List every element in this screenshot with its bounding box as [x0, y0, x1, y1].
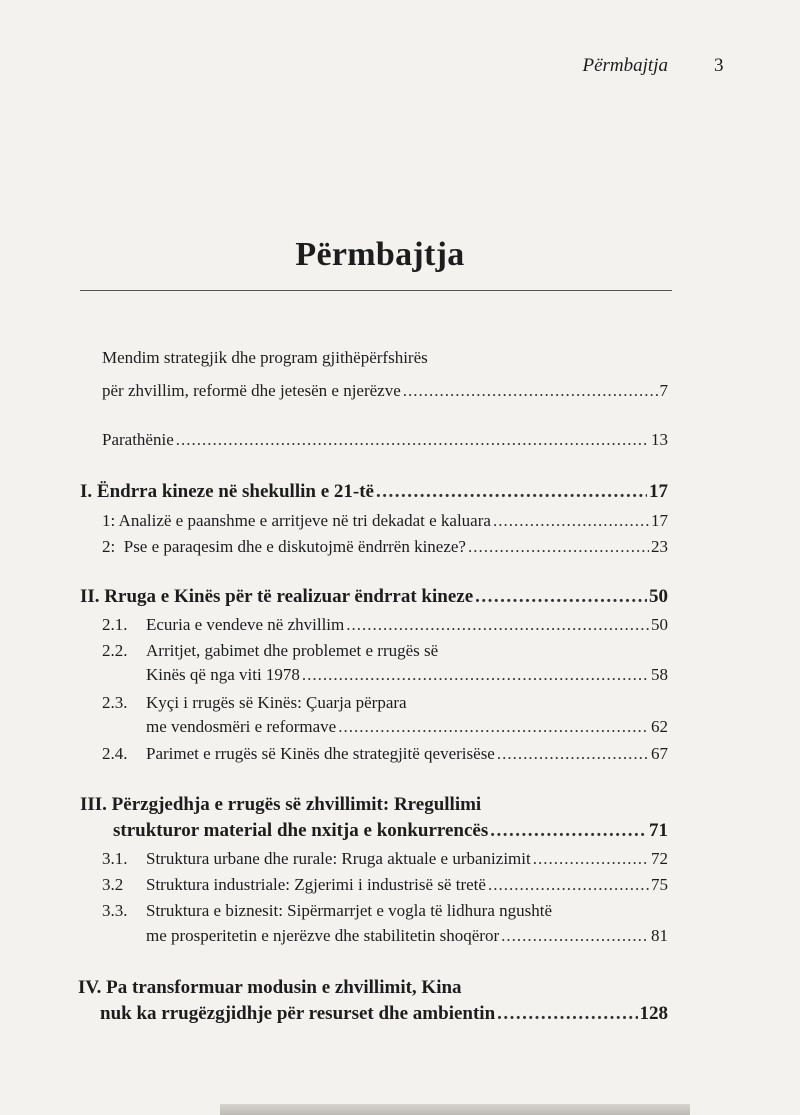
leader-dots: [376, 480, 647, 504]
toc-entry-2-3-line2[interactable]: me vendosmëri e reformave ..... 62: [146, 716, 668, 738]
toc-entry-2-3-line1[interactable]: 2.3. Kyçi i rrugës së Kinës: Çuarja përpara: [102, 693, 407, 712]
toc-entry-3-1[interactable]: 3.1. Struktura urbane dhe rurale: Rruga aktuale e urbanizimit ..... 72: [102, 848, 668, 870]
toc-entry-2-1[interactable]: 2.1. Ecuria e vendeve në zhvillim ..... 50: [102, 614, 668, 636]
page-edge-shadow: [220, 1104, 690, 1115]
toc-chapter-3-line2[interactable]: strukturor material dhe nxitja e konkurrencës ..... 71: [113, 819, 668, 843]
toc-page-number: 72: [651, 849, 668, 868]
toc-entry-2-2-line1[interactable]: 2.2. Arritjet, gabimet dhe problemet e rrugës së: [102, 641, 439, 660]
toc-page-number: 128: [639, 1003, 668, 1024]
toc-chapter-2[interactable]: II. Rruga e Kinës për të realizuar ëndrrat kineze ..... 50: [80, 585, 668, 609]
page-number-value: 3: [714, 55, 724, 76]
toc-entry-1-2[interactable]: 2: Pse e paraqesim dhe e diskutojmë ëndrrën kineze? ..... 23: [102, 536, 668, 558]
toc-page-number: 17: [649, 481, 668, 502]
toc-entry-3-3-line1[interactable]: 3.3. Struktura e biznesit: Sipërmarrjet e vogla të lidhura ngushtë: [102, 901, 552, 920]
toc-page-number: 23: [651, 537, 668, 556]
toc-entry-foreword-line1[interactable]: Mendim strategjik dhe program gjithëpërfshirës: [102, 348, 428, 367]
page-title: Përmbajtja: [295, 236, 465, 273]
leader-dots: [338, 716, 649, 738]
toc-entry-3-2[interactable]: 3.2 Struktura industriale: Zgjerimi i industrisë së tretë ..... 75: [102, 874, 668, 896]
leader-dots: [493, 510, 649, 532]
toc-page-number: 67: [651, 744, 668, 763]
toc-chapter-4-line1[interactable]: IV. Pa transformuar modusin e zhvillimit, Kina: [78, 977, 462, 998]
leader-dots: [468, 536, 649, 558]
toc-page-number: 13: [651, 430, 668, 449]
toc-entry-3-3-line2[interactable]: me prosperitetin e njerëzve dhe stabilitetin shoqëror ..... 81: [146, 925, 668, 947]
toc-page-number: 62: [651, 717, 668, 736]
title-rule: [80, 290, 672, 291]
toc-chapter-3-line1[interactable]: III. Përzgjedhja e rrugës së zhvillimit: Rregullimi: [80, 794, 482, 815]
toc-page-number: 58: [651, 665, 668, 684]
leader-dots: [490, 819, 647, 843]
toc-entry-foreword-line2[interactable]: për zhvillim, reformë dhe jetesën e njerëzve ..... 7: [102, 380, 668, 402]
leader-dots: [475, 585, 647, 609]
leader-dots: [488, 874, 649, 896]
toc-page-number: 75: [651, 875, 668, 894]
toc-page-number: 81: [651, 926, 668, 945]
running-head-title: Përmbajtja: [582, 55, 668, 76]
leader-dots: [302, 664, 649, 686]
toc-page-number: 71: [649, 820, 668, 841]
leader-dots: [176, 429, 649, 451]
toc-entry-preface[interactable]: Parathënie ..... 13: [102, 429, 668, 451]
toc-page-number: 7: [659, 381, 668, 400]
toc-chapter-4-line2[interactable]: nuk ka rrugëzgjidhje për resurset dhe ambientin ..... 128: [100, 1002, 668, 1026]
toc-chapter-1[interactable]: I. Ëndrra kineze në shekullin e 21-të ..... 17: [80, 480, 668, 504]
toc-page-number: 17: [651, 511, 668, 530]
toc-entry-2-4[interactable]: 2.4. Parimet e rrugës së Kinës dhe strategjitë qeverisëse ..... 67: [102, 743, 668, 765]
toc-entry-1-1[interactable]: 1: Analizë e paanshme e arritjeve në tri dekadat e kaluara ..... 17: [102, 510, 668, 532]
leader-dots: [497, 1002, 637, 1026]
leader-dots: [501, 925, 649, 947]
leader-dots: [497, 743, 649, 765]
toc-entry-2-2-line2[interactable]: Kinës që nga viti 1978 ..... 58: [146, 664, 668, 686]
toc-page-number: 50: [649, 586, 668, 607]
leader-dots: [403, 380, 658, 402]
toc-page-number: 50: [651, 615, 668, 634]
leader-dots: [346, 614, 649, 636]
leader-dots: [533, 848, 649, 870]
